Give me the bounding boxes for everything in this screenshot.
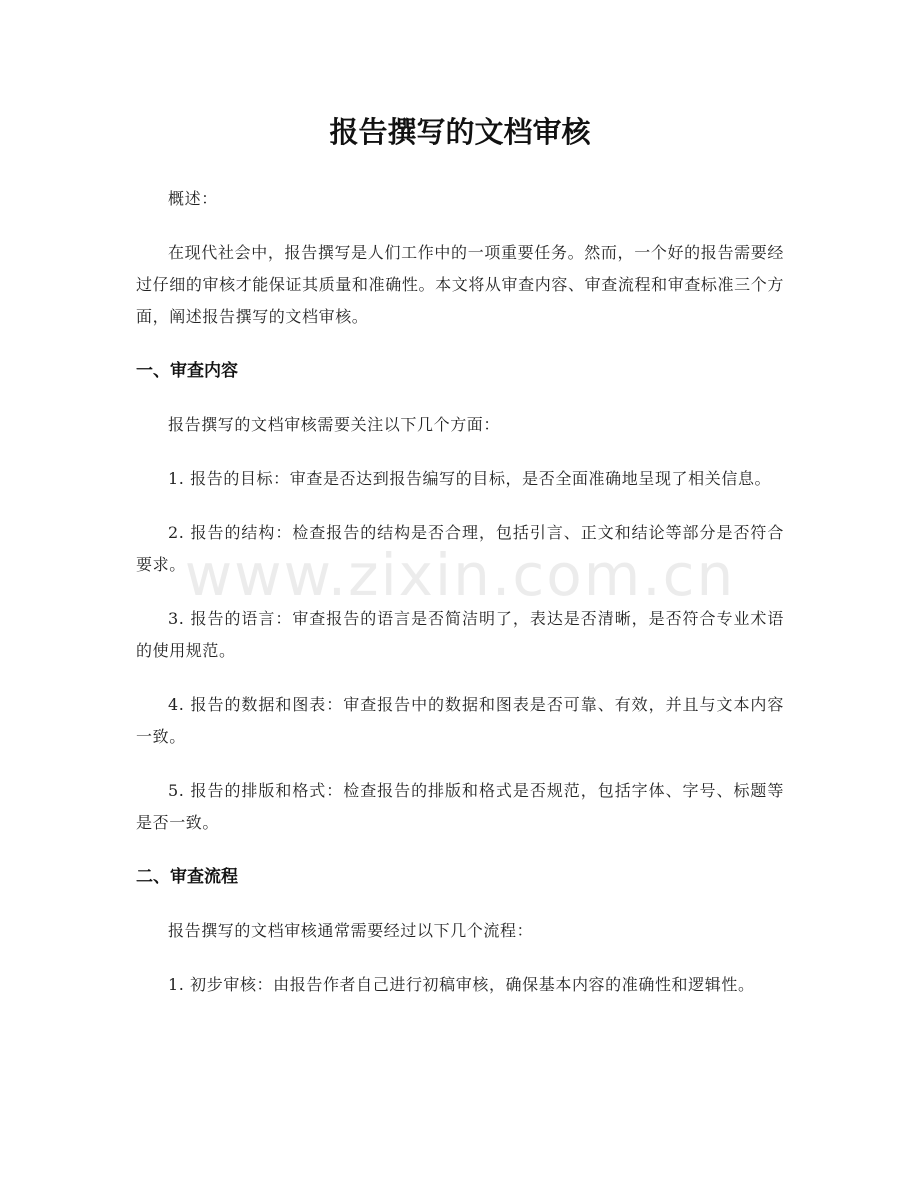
list-item-report-language: 3. 报告的语言：审查报告的语言是否简洁明了，表达是否清晰，是否符合专业术语的使用规范。 [136, 609, 784, 660]
list-item-report-structure: 2. 报告的结构：检查报告的结构是否合理，包括引言、正文和结论等部分是否符合要求。 [136, 523, 784, 574]
list-item-report-goal: 1. 报告的目标：审查是否达到报告编写的目标，是否全面准确地呈现了相关信息。 [168, 469, 772, 488]
section-heading-review-process: 二、审查流程 [136, 867, 238, 887]
list-item-report-layout-format: 5. 报告的排版和格式：检查报告的排版和格式是否规范，包括字体、字号、标题等是否一致。 [136, 781, 784, 832]
section-heading-review-content: 一、审查内容 [136, 361, 238, 381]
list-item-report-data-charts: 4. 报告的数据和图表：审查报告中的数据和图表是否可靠、有效，并且与文本内容一致。 [136, 695, 784, 746]
paragraph-overview-label: 概述： [168, 189, 218, 208]
document-body [136, 183, 784, 1023]
list-item-initial-review: 1. 初步审核：由报告作者自己进行初稿审核，确保基本内容的准确性和逻辑性。 [168, 975, 755, 994]
watermark: www.zixin.com.cn [184, 541, 736, 609]
paragraph-review-process-intro: 报告撰写的文档审核通常需要经过以下几个流程： [168, 921, 534, 940]
paragraph-review-content-intro: 报告撰写的文档审核需要关注以下几个方面： [168, 415, 501, 434]
document-title: 报告撰写的文档审核 [329, 115, 591, 149]
paragraph-intro: 在现代社会中，报告撰写是人们工作中的一项重要任务。然而，一个好的报告需要经过仔细的审核才能保证其质量和准确性。本文将从审查内容、审查流程和审查标准三个方面，阐述报告撰写的文档审核。 [136, 243, 784, 326]
